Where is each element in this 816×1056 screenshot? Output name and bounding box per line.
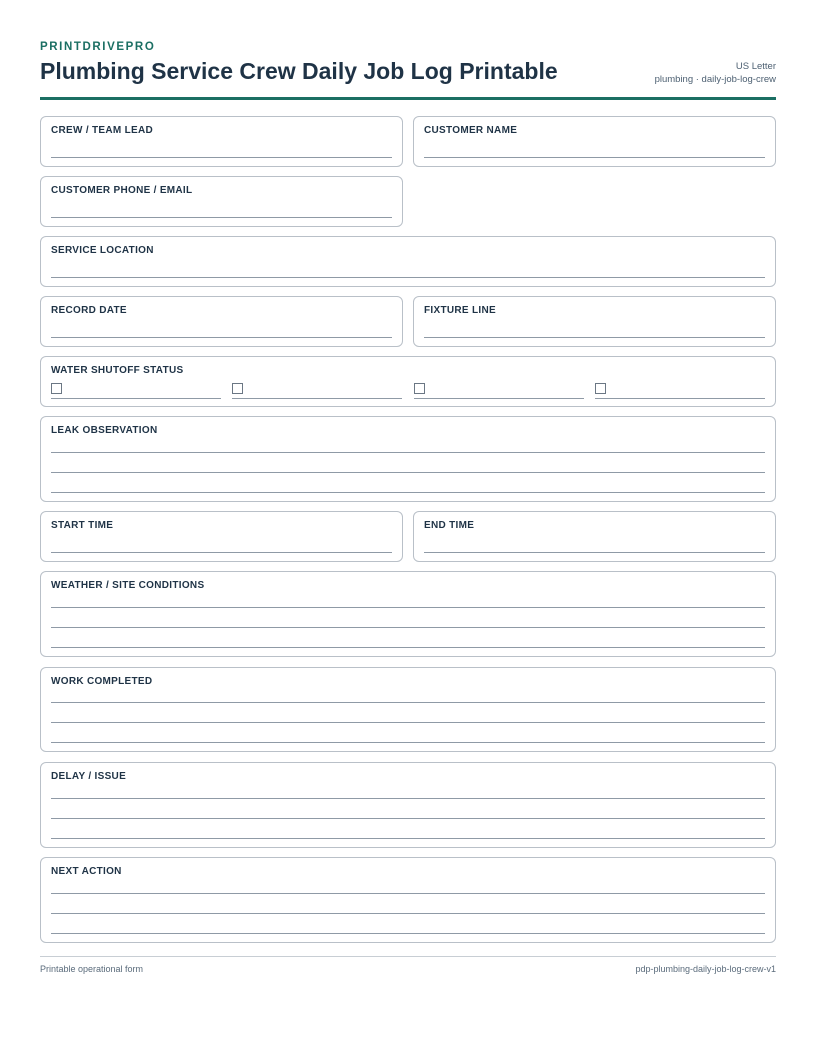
write-in-line[interactable] xyxy=(424,337,765,338)
write-in-line[interactable] xyxy=(51,552,392,553)
start-time-field xyxy=(40,511,403,562)
write-in-line[interactable] xyxy=(51,217,392,218)
fixture-line-field xyxy=(413,296,776,347)
checkbox[interactable] xyxy=(414,383,425,394)
write-in-line[interactable] xyxy=(51,893,765,894)
write-in-line[interactable] xyxy=(51,818,765,819)
field-label: CUSTOMER PHONE / EMAIL xyxy=(51,185,193,196)
option-line[interactable] xyxy=(232,398,402,399)
field-label: RECORD DATE xyxy=(51,305,127,316)
write-in-line[interactable] xyxy=(51,933,765,934)
write-in-line[interactable] xyxy=(424,552,765,553)
write-in-line[interactable] xyxy=(51,472,765,473)
field-label: END TIME xyxy=(424,520,475,531)
write-in-line[interactable] xyxy=(51,627,765,628)
option-line[interactable] xyxy=(595,398,765,399)
write-in-line[interactable] xyxy=(51,337,392,338)
write-in-line[interactable] xyxy=(51,742,765,743)
checkbox[interactable] xyxy=(51,383,62,394)
document-meta xyxy=(655,60,776,86)
field-label: WEATHER / SITE CONDITIONS xyxy=(51,580,205,591)
write-in-line[interactable] xyxy=(51,647,765,648)
field-label: START TIME xyxy=(51,520,114,531)
paper-size: US Letter xyxy=(735,61,776,72)
form-id: pdp-plumbing-daily-job-log-crew-v1 xyxy=(635,964,776,974)
field-label: CUSTOMER NAME xyxy=(424,125,518,136)
field-label: NEXT ACTION xyxy=(51,866,122,877)
write-in-line[interactable] xyxy=(51,798,765,799)
field-label: WATER SHUTOFF STATUS xyxy=(51,365,184,376)
record-date-field xyxy=(40,296,403,347)
option-line[interactable] xyxy=(51,398,221,399)
field-label: CREW / TEAM LEAD xyxy=(51,125,154,136)
customer-contact-field xyxy=(40,176,403,227)
field-label: WORK COMPLETED xyxy=(51,676,153,687)
document-slug: plumbing · daily-job-log-crew xyxy=(654,74,776,85)
service-location-field xyxy=(40,236,776,287)
write-in-line[interactable] xyxy=(51,452,765,453)
crew-lead-field xyxy=(40,116,403,167)
footer-divider xyxy=(40,956,776,957)
field-label: LEAK OBSERVATION xyxy=(51,425,158,436)
leak-observation-field xyxy=(40,416,776,502)
next-action-field xyxy=(40,857,776,943)
write-in-line[interactable] xyxy=(51,722,765,723)
weather-conditions-field xyxy=(40,571,776,657)
brand-name: PRINTDRIVEPRO xyxy=(40,41,156,53)
write-in-line[interactable] xyxy=(51,838,765,839)
delay-issue-field xyxy=(40,762,776,848)
write-in-line[interactable] xyxy=(51,913,765,914)
customer-name-field xyxy=(413,116,776,167)
field-label: SERVICE LOCATION xyxy=(51,245,154,256)
checkbox[interactable] xyxy=(595,383,606,394)
write-in-line[interactable] xyxy=(424,157,765,158)
option-line[interactable] xyxy=(414,398,584,399)
end-time-field xyxy=(413,511,776,562)
footer-note: Printable operational form xyxy=(40,964,144,974)
write-in-line[interactable] xyxy=(51,607,765,608)
write-in-line[interactable] xyxy=(51,702,765,703)
field-label: DELAY / ISSUE xyxy=(51,771,127,782)
work-completed-field xyxy=(40,667,776,752)
field-label: FIXTURE LINE xyxy=(424,305,496,316)
write-in-line[interactable] xyxy=(51,492,765,493)
header-divider xyxy=(40,97,776,100)
checkbox[interactable] xyxy=(232,383,243,394)
write-in-line[interactable] xyxy=(51,157,392,158)
water-shutoff-field xyxy=(40,356,776,407)
page-title: Plumbing Service Crew Daily Job Log Printable xyxy=(40,58,558,84)
write-in-line[interactable] xyxy=(51,277,765,278)
